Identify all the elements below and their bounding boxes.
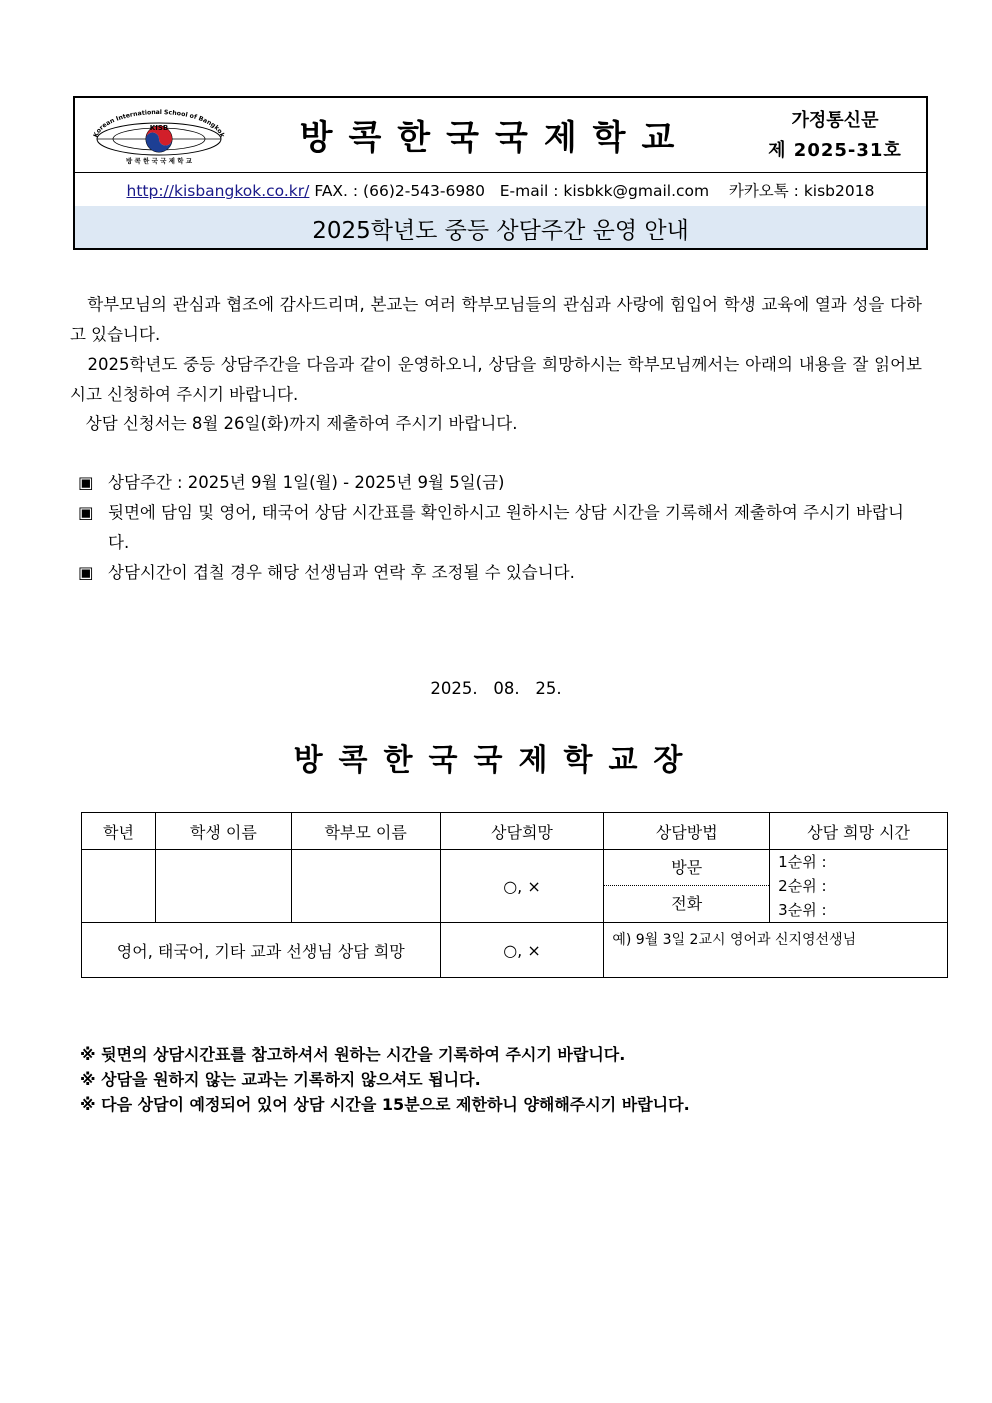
method-phone-option[interactable]: 전화 [671,893,703,913]
logo-arc-text: Korean International School of Bangkok [92,108,226,139]
letterhead-top-row [75,98,926,173]
subject-teacher-example[interactable]: 예) 9월 3일 2교시 영어과 신지영선생님 [604,923,948,978]
issue-date: 2025. 08. 25. [430,679,562,698]
bullet-icon: ▣ [78,473,94,492]
fax-number: FAX. : (66)2-543-6980 [314,182,485,200]
notice-title-row [75,206,926,248]
subject-teacher-label: 영어, 태국어, 기타 교과 선생님 상담 희망 [82,923,441,978]
header-grade: 학년 [82,813,156,850]
notice-title: 2025학년도 중등 상담주간 운영 안내 [312,218,689,244]
subject-teacher-choice[interactable]: ○, × [440,923,604,978]
note-item: ※ 다음 상담이 예정되어 있어 상담 시간을 15분으로 제한하니 양해해주시기 바랍니다. [80,1095,690,1114]
bullet-list [78,468,928,588]
list-item: ▣ 상담시간이 겹칠 경우 해당 선생님과 연락 후 조정될 수 있습니다. [78,558,928,588]
rank-3-label: 3순위 : [778,901,827,919]
principal-signature: 방콕한국국제학교장 [293,743,699,778]
email-address: E-mail : kisbkk@gmail.com [499,182,710,200]
header-preferred-time: 상담 희망 시간 [770,813,948,850]
header-parent-name: 학부모 이름 [291,813,440,850]
bullet-icon: ▣ [78,563,94,582]
bullet-icon: ▣ [78,503,94,522]
consult-method-cell [604,850,770,923]
table-header-row [82,813,948,850]
preferred-time-field[interactable] [770,850,948,923]
newsletter-label: 가정통신문 [791,110,879,131]
consult-wish-choice[interactable]: ○, × [440,850,604,923]
contact-row [75,172,926,207]
website-link[interactable]: http://kisbangkok.co.kr/ [126,182,310,200]
header-student-name: 학생 이름 [155,813,291,850]
intro-paragraph-3: 상담 신청서는 8월 26일(화)까지 제출하여 주시기 바랍니다. [85,414,518,433]
letterhead [73,96,928,250]
list-item: ▣ 뒷면에 담임 및 영어, 태국어 상담 시간표를 확인하시고 원하시는 상담 시간을 기록해서 제출하여 주시기 바랍니다. [78,498,928,558]
issue-number: 제 2025-31호 [768,140,902,161]
notes-list [80,1042,940,1117]
note-item: ※ 뒷면의 상담시간표를 참고하셔서 원하는 시간을 기록하여 주시기 바랍니다. [80,1045,626,1064]
method-visit-option[interactable]: 방문 [604,851,769,886]
student-name-field[interactable] [155,850,291,923]
parent-name-field[interactable] [291,850,440,923]
rank-1-label: 1순위 : [778,853,827,871]
rank-2-label: 2순위 : [778,877,827,895]
kakao-id: 카카오톡 : kisb2018 [728,182,875,200]
logo-bottom-text: 방 콕 한 국 국 제 학 교 [125,157,193,165]
list-item: ▣ 상담주간 : 2025년 9월 1일(월) - 2025년 9월 5일(금) [78,468,928,498]
school-logo [83,104,233,166]
table-row [82,850,948,923]
header-consult-method: 상담방법 [604,813,770,850]
application-form-table [81,812,948,978]
grade-field[interactable] [82,850,156,923]
header-consult-wish: 상담희망 [440,813,604,850]
intro-paragraph-1: 학부모님의 관심과 협조에 감사드리며, 본교는 여러 학부모님들의 관심과 사랑에 힘입어 학생 교육에 열과 성을 다하고 있습니다. [70,295,922,344]
note-item: ※ 상담을 원하지 않는 교과는 기록하지 않으셔도 됩니다. [80,1070,481,1089]
intro-paragraph-2: 2025학년도 중등 상담주간을 다음과 같이 운영하오니, 상담을 희망하시는 학부모님께서는 아래의 내용을 잘 읽어보시고 신청하여 주시기 바랍니다. [70,355,922,404]
table-row [82,923,948,978]
logo-center-text: KISB [149,124,169,132]
school-name: 방콕한국국제학교 [299,118,691,158]
